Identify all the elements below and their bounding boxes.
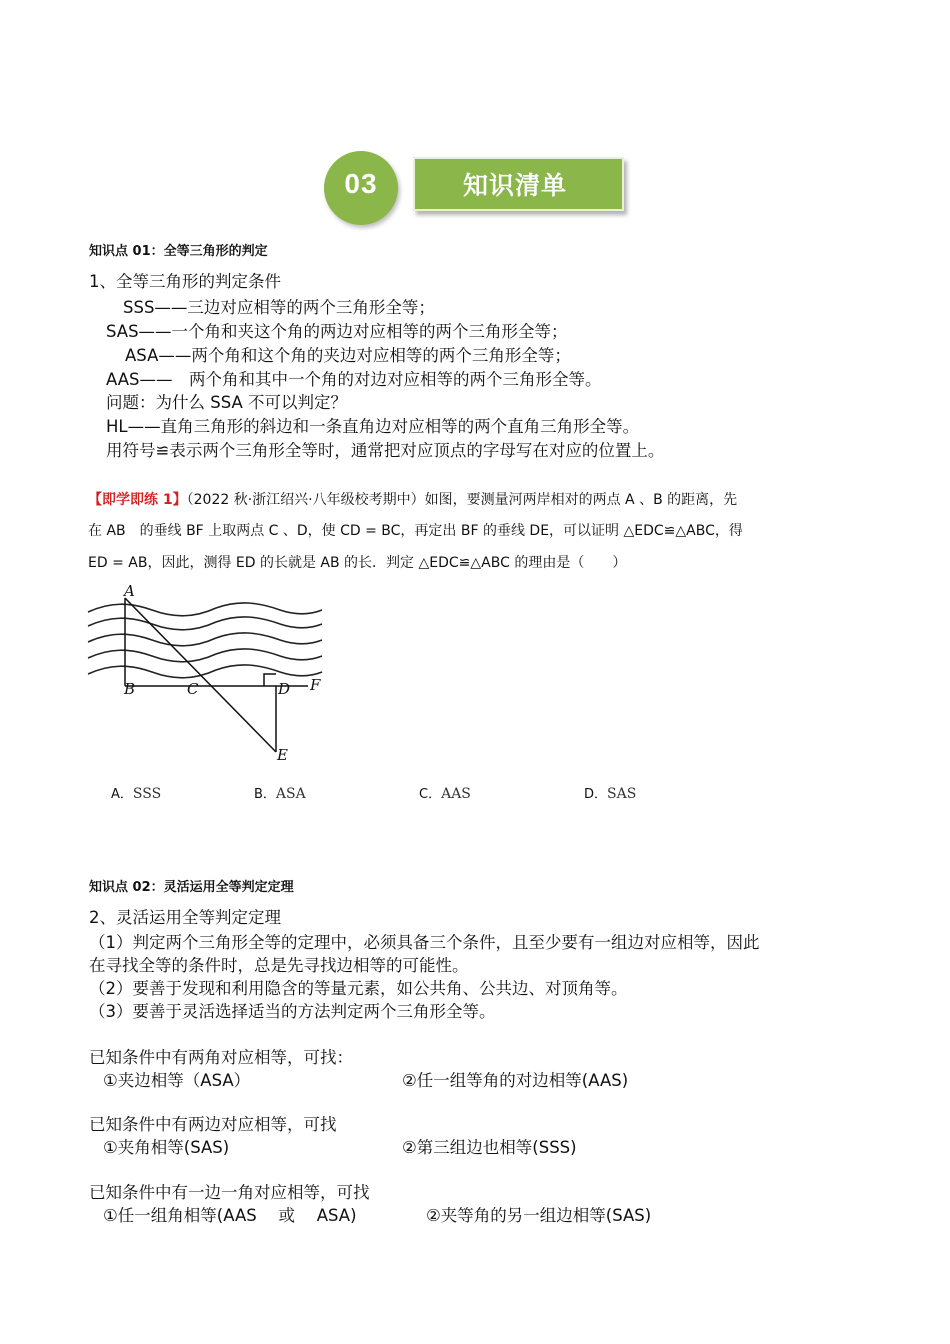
option-c-letter: C． — [419, 787, 442, 802]
option-b-value: ASA — [275, 786, 306, 802]
exercise-line-1 — [88, 489, 737, 509]
exercise-line-3: ED = AB，因此，测得 ED 的长就是 AB 的长．判定 △EDC≌△ABC 的理由是（ ） — [88, 555, 627, 571]
label-d: D — [278, 680, 291, 698]
rule-asa: ASA——两个角和这个角的夹边对应相等的两个三角形全等； — [125, 346, 571, 365]
exercise-text-1: （2022 秋·浙江绍兴·八年级校考期中）如图，要测量河两岸相对的两点 A 、B 的距离，先 — [186, 492, 738, 508]
group-two-angles-left: ①夹边相等（ASA） — [103, 1071, 251, 1090]
rule-hl: HL——直角三角形的斜边和一条直角边对应相等的两个直角三角形全等。 — [106, 417, 640, 436]
group-two-sides-right: ②第三组边也相等(SSS) — [402, 1138, 577, 1157]
option-c-value: AAS — [441, 786, 471, 802]
option-a-value: SSS — [132, 786, 162, 802]
right-angle-mark — [264, 674, 276, 686]
kp2-heading: 知识点 02：灵活运用全等判定定理 — [89, 880, 294, 895]
group-two-angles-title: 已知条件中有两角对应相等，可找： — [89, 1048, 353, 1067]
kp1-subtitle: 1、全等三角形的判定条件 — [89, 272, 281, 291]
rule-sas: SAS——一个角和夹这个角的两边对应相等的两个三角形全等； — [106, 322, 568, 341]
kp2-point-2: （2）要善于发现和利用隐含的等量元素，如公共角、公共边、对顶角等。 — [89, 979, 628, 998]
group-two-sides-left: ①夹角相等(SAS) — [103, 1138, 230, 1157]
exercise-line-2: 在 AB 的垂线 BF 上取两点 C 、D，使 CD = BC，再定出 BF 的垂线 DE，可以证明 △EDC≌△ABC，得 — [88, 523, 743, 539]
option-d-value: SAS — [607, 786, 637, 802]
group-side-angle-left: ①任一组角相等(AAS 或 ASA) — [103, 1206, 357, 1225]
rule-aas: AAS—— 两个角和其中一个角的对边对应相等的两个三角形全等。 — [106, 370, 602, 389]
group-two-sides-title: 已知条件中有两边对应相等，可找 — [89, 1115, 337, 1134]
kp2-point-3: （3）要善于灵活选择适当的方法判定两个三角形全等。 — [89, 1002, 496, 1021]
question-ssa: 问题：为什么 SSA 不可以判定？ — [106, 393, 348, 412]
kp2-subtitle: 2、灵活运用全等判定定理 — [89, 908, 281, 927]
exercise-tag: 【即学即练 1】 — [88, 492, 187, 508]
option-a[interactable] — [111, 783, 161, 802]
section-number: 03 — [344, 168, 378, 199]
option-c[interactable] — [419, 783, 471, 802]
option-a-letter: A． — [111, 787, 133, 802]
option-b-letter: B． — [254, 787, 276, 802]
group-side-angle-title: 已知条件中有一边一角对应相等，可找 — [89, 1183, 370, 1202]
section-title: 知识清单 — [463, 171, 568, 200]
option-d-letter: D． — [584, 787, 608, 802]
rule-sss: SSS——三边对应相等的两个三角形全等； — [123, 298, 435, 317]
label-a: A — [124, 582, 135, 600]
river-waves — [88, 603, 322, 678]
segment-ae — [125, 598, 276, 752]
group-side-angle-right: ②夹等角的另一组边相等(SAS) — [426, 1206, 652, 1225]
kp1-heading: 知识点 01：全等三角形的判定 — [89, 244, 268, 259]
label-b: B — [124, 680, 136, 698]
notation-note: 用符号≌表示两个三角形全等时，通常把对应顶点的字母写在对应的位置上。 — [106, 441, 665, 460]
kp2-point-1a: （1）判定两个三角形全等的定理中，必须具备三个条件，且至少要有一组边对应相等，因此 — [89, 933, 760, 952]
label-f: F — [310, 676, 321, 694]
group-two-angles-right: ②任一组等角的对边相等(AAS) — [402, 1071, 629, 1090]
option-d[interactable] — [584, 783, 636, 802]
label-c: C — [187, 680, 199, 698]
kp2-point-1b: 在寻找全等的条件时，总是先寻找边相等的可能性。 — [89, 956, 469, 975]
river-figure — [80, 580, 340, 770]
option-b[interactable] — [254, 783, 306, 802]
label-e: E — [277, 746, 288, 764]
